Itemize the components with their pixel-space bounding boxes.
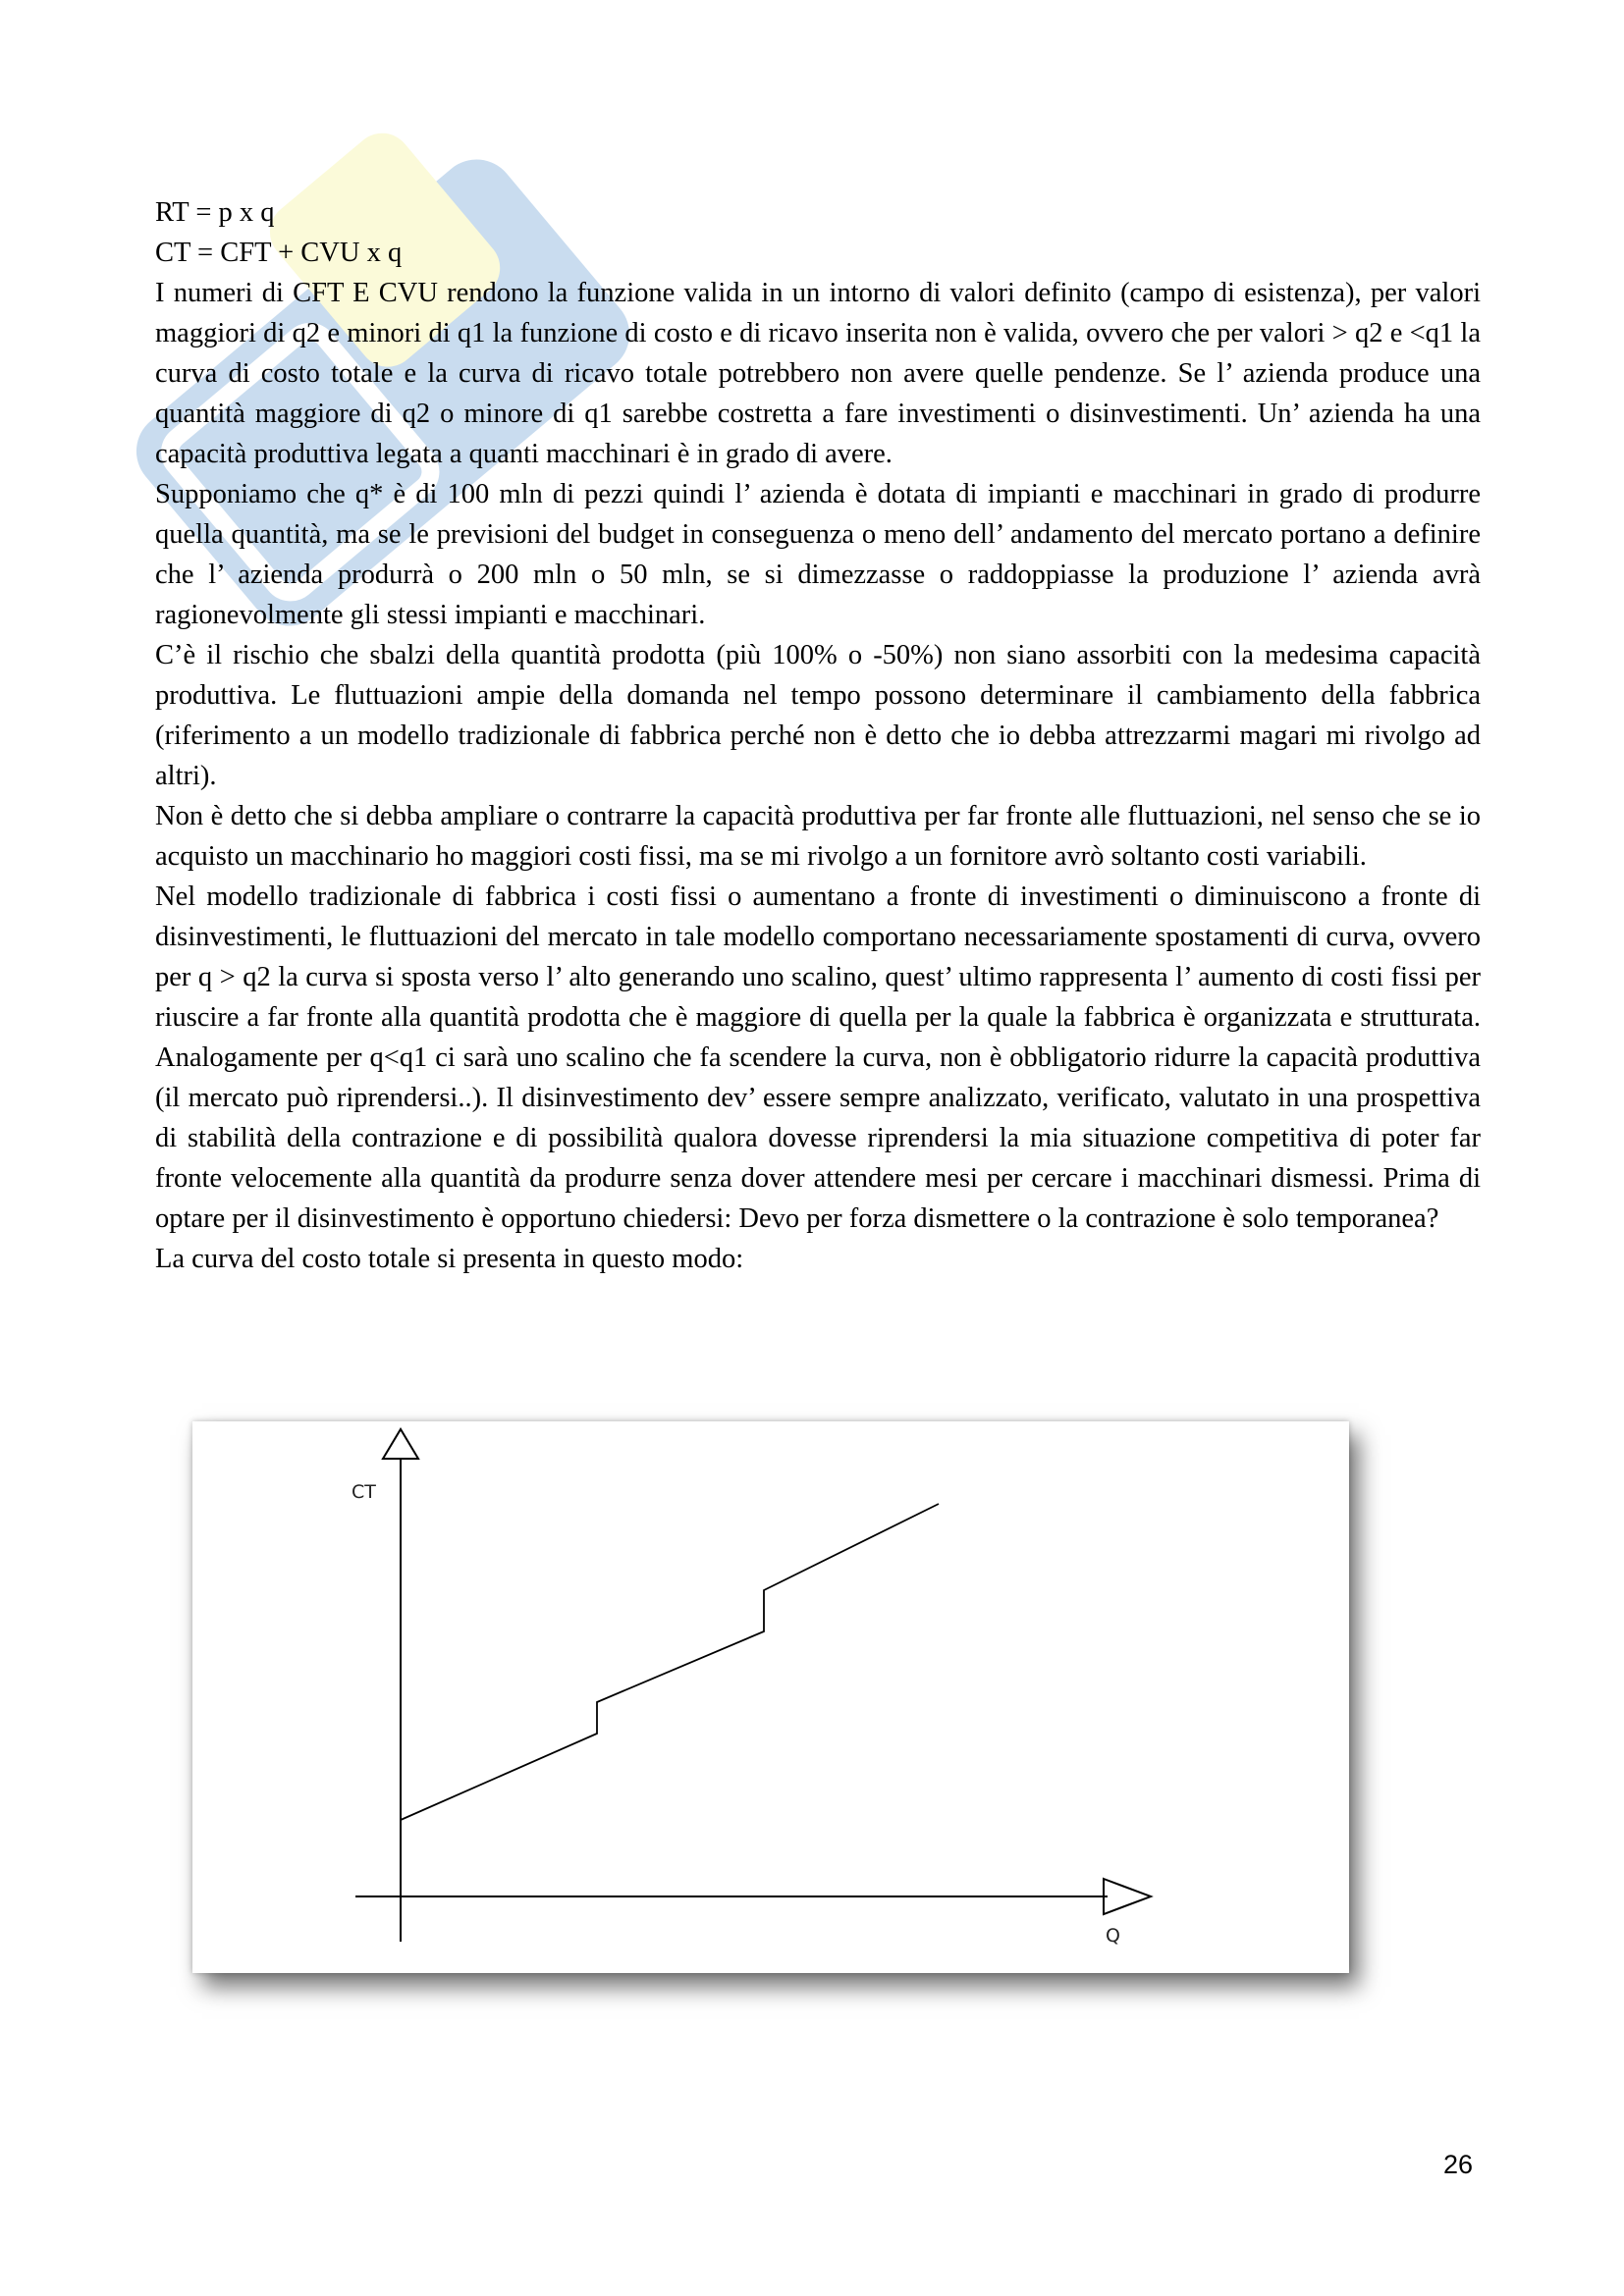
document-body <box>155 192 1481 1279</box>
total-cost-curve <box>401 1504 939 1820</box>
paragraph: C’è il rischio che sbalzi della quantità prodotta (più 100% o -50%) non siano assorbiti con la medesima capacità produttiva. Le fluttuazioni ampie della domanda nel tempo possono determinare il cambiamento della fabbrica (riferimento a un modello tradizionale di fabbrica perché non è detto che io debba attrezzarmi magari mi rivolgo ad altri). <box>155 640 1481 791</box>
y-axis-label: CT <box>352 1481 376 1503</box>
x-axis-label: Q <box>1106 1925 1120 1947</box>
y-axis-arrow <box>383 1429 418 1459</box>
formula-rt: RT = p x q <box>155 197 275 228</box>
paragraph: I numeri di CFT E CVU rendono la funzione valida in un intorno di valori definito (campo di esistenza), per valori maggiori di q2 e minori di q1 la funzione di costo e di ricavo inserita non è valida, ovvero che per valori > q2 e <q1 la curva di costo totale e la curva di ricavo totale potrebbero non avere quelle pendenze. Se l’ azienda produce una quantità maggiore di q2 o minore di q1 sarebbe costretta a fare investimenti o disinvestimenti. Un’ azienda ha una capacità produttiva legata a quanti macchinari è in grado di avere. <box>155 278 1481 469</box>
page-number: 26 <box>1443 2150 1474 2179</box>
paragraph: Nel modello tradizionale di fabbrica i costi fissi o aumentano a fronte di investimenti o diminuiscono a fronte di disinvestimenti, le fluttuazioni del mercato in tale modello comportano necessariamente spostamenti di curva, ovvero per q > q2 la curva si sposta verso l’ alto generando uno scalino, quest’ ultimo rappresenta l’ aumento di costi fissi per riuscire a far fronte alla quantità prodotta che è maggiore di quella per la quale la fabbrica è organizzata e strutturata. Analogamente per q<q1 ci sarà uno scalino che fa scendere la curva, non è obbligatorio ridurre la capacità produttiva (il mercato può riprendersi..). Il disinvestimento dev’ essere sempre analizzato, verificato, valutato in una prospettiva di stabilità della contrazione e di possibilità qualora dovesse riprendersi la mia situazione competitiva di poter far fronte velocemente alla quantità da produrre senza dover attendere mesi per cercare i macchinari dismessi. Prima di optare per il disinvestimento è opportuno chiedersi: Devo per forza dismettere o la contrazione è solo temporanea? <box>155 881 1481 1234</box>
figure-intro: La curva del costo totale si presenta in questo modo: <box>155 1244 744 1274</box>
paragraph: Non è detto che si debba ampliare o contrarre la capacità produttiva per far fronte alle fluttuazioni, nel senso che se io acquisto un macchinario ho maggiori costi fissi, ma se mi rivolgo a un fornitore avrò soltanto costi variabili. <box>155 801 1481 872</box>
x-axis-arrow <box>1104 1879 1151 1914</box>
cost-curve-figure <box>192 1421 1349 1973</box>
formula-ct: CT = CFT + CVU x q <box>155 238 403 268</box>
paragraph: Supponiamo che q* è di 100 mln di pezzi quindi l’ azienda è dotata di impianti e macchinari in grado di produrre quella quantità, ma se le previsioni del budget in conseguenza o meno dell’ andamento del mercato portano a definire che l’ azienda produrrà o 200 mln o 50 mln, se si dimezzasse o raddoppiasse la produzione l’ azienda avrà ragionevolmente gli stessi impianti e macchinari. <box>155 479 1481 630</box>
